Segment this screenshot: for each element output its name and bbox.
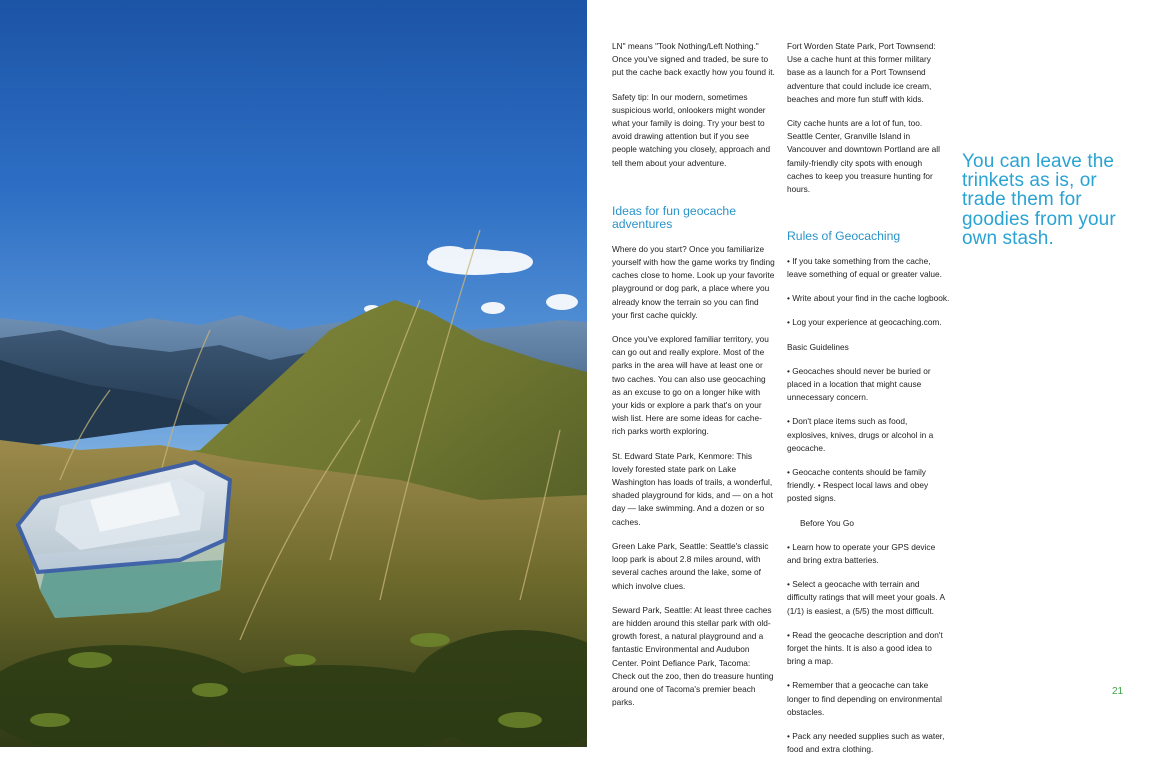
city-cache-paragraph: City cache hunts are a lot of fun, too. Seattle Center, Granville Island in Vancouver and downtown Portland are all family-friendly city spots with enough caches to keep you treasure hunting for hours.: [787, 118, 940, 195]
ideas-heading: Ideas for fun geocache adventures: [612, 203, 736, 232]
photo-illustration: [0, 0, 587, 747]
park-paragraph-fort-worden: Fort Worden State Park, Port Townsend: Use a cache hunt at this former military base as a launch for a Port Townsend adventure that could include ice cream, beaches and more fun stuff with kids.: [787, 41, 936, 104]
page-number: 21: [1112, 686, 1124, 697]
basic-guidelines-label: Basic Guidelines: [787, 341, 849, 352]
intro-paragraph-1: LN" means "Took Nothing/Left Nothing." Once you've signed and traded, be sure to put the cache back exactly how you found it.: [612, 41, 775, 78]
park-paragraph-green-lake: Green Lake Park, Seattle: Seattle's classic loop park is about 2.8 miles around, with several caches around the lake, some of which involve clues.: [612, 540, 769, 591]
guideline-item: • Geocaches should never be buried or placed in a location that might cause unnecessary concern.: [787, 365, 931, 403]
hero-photo-mountain-geocache: [0, 0, 587, 747]
text-column-2: [787, 40, 950, 767]
before-item: • Pack any needed supplies such as water, food and extra clothing.: [787, 731, 945, 755]
guideline-item: • Geocache contents should be family friendly. • Respect local laws and obey posted signs.: [787, 466, 929, 504]
safety-tip-paragraph: Safety tip: In our modern, sometimes suspicious world, onlookers might wonder what your family is doing. Try your best to avoid drawing attention but if you see people watching you closely, approach and tell them about your adventure.: [612, 91, 771, 168]
park-paragraph-st-edward: St. Edward State Park, Kenmore: This lovely forested state park on Lake Washington has loads of trails, a wonderful, shaded playground for kids, and — on a hot day — lake swimming. And a dozen or so caches.: [612, 450, 773, 527]
pull-quote: You can leave the trinkets as is, or trade them for goodies from your own stash.: [962, 151, 1116, 249]
rule-item: • Write about your find in the cache logbook.: [787, 293, 950, 304]
before-you-go-label: Before You Go: [800, 517, 854, 528]
body-paragraph: Once you've explored familiar territory, you can go out and really explore. Most of the parks in the area will have at least one or two caches. You can also use geocaching as an excuse to go on a longer hike with your kids or explore a park that's on your wish list. Here are some ideas for cache-rich parks worth exploring.: [612, 334, 769, 437]
guideline-item: • Don't place items such as food, explosives, knives, drugs or alcohol in a geocache.: [787, 416, 934, 453]
before-item: • Read the geocache description and don't forget the hints. It is also a good idea to bring a map.: [787, 629, 943, 667]
before-item: • Select a geocache with terrain and difficulty ratings that will meet your goals. A (1/1) is easiest, a (5/5) the most difficult.: [787, 579, 945, 616]
rule-item: • Log your experience at geocaching.com.: [787, 317, 942, 328]
text-column-1: [612, 40, 775, 720]
rules-heading: Rules of Geocaching: [787, 229, 901, 244]
body-paragraph: Where do you start? Once you familiarize yourself with how the game works try finding caches close to home. Look up your favorite playground or dog park, a place where you already know the terrain so you can find your first cache quickly.: [612, 243, 775, 320]
rule-item: • If you take something from the cache, leave something of equal or greater value.: [787, 255, 942, 279]
before-item: • Remember that a geocache can take longer to find depending on environmental obstacles.: [787, 680, 942, 717]
park-paragraph-seward: Seward Park, Seattle: At least three caches are hidden around this stellar park with old-growth forest, a natural playground and a fantastic Environmental and Audubon Center. Point Defiance Park, Tacoma: Check out the zoo, then do treasure hunting around one of Tacoma's premier beach parks.: [612, 604, 774, 708]
before-item: • Learn how to operate your GPS device and bring extra batteries.: [787, 541, 936, 565]
